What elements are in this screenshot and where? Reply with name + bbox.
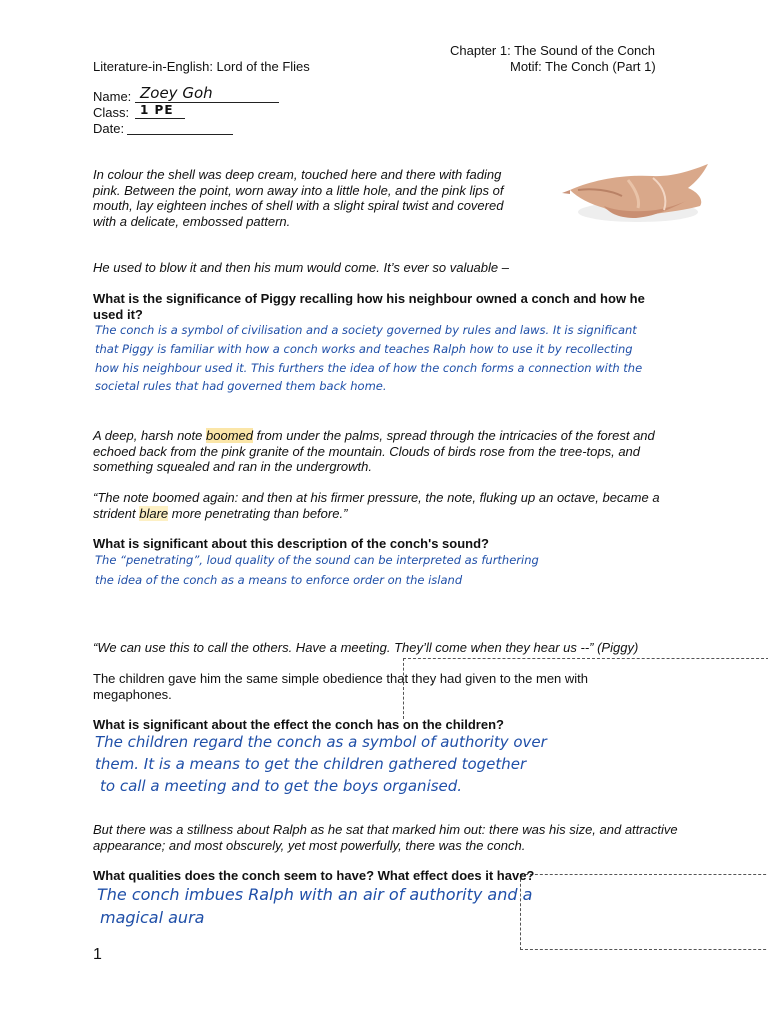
passage-simple-obedience: The children gave him the same simple obedience that they had given to the men with megaphones. xyxy=(93,671,589,702)
highlight-boomed: boomed xyxy=(206,428,253,443)
answer-3-line-3: to call a meeting and to get the boys organised. xyxy=(100,777,463,795)
course-title: Literature-in-English: Lord of the Flies xyxy=(93,59,310,74)
answer-2-line-2: the idea of the conch as a means to enforce order on the island xyxy=(95,573,463,587)
question-1: What is the significance of Piggy recalling how his neighbour owned a conch and how he used it? xyxy=(93,291,645,322)
dashed-box-bottom xyxy=(520,874,768,950)
answer-4-line-2: magical aura xyxy=(100,908,205,927)
answer-1-line-2: that Piggy is familiar with how a conch works and teaches Ralph how to use it by recollecting xyxy=(95,342,633,356)
answer-3-line-1: The children regard the conch as a symbol of authority over xyxy=(95,733,547,751)
answer-4-line-1: The conch imbues Ralph with an air of authority and a xyxy=(97,885,533,904)
answer-1-line-3: how his neighbour used it. This furthers the idea of how the conch forms a connection with the xyxy=(95,361,643,375)
highlight-blare: blare xyxy=(139,505,169,521)
answer-2-line-1: The “penetrating”, loud quality of the sound can be interpreted as furthering xyxy=(95,553,539,567)
passage-3-end: from under the palms, spread through the intricacies of the forest and echoed back from the pink granite of the mountain. Clouds of birds rose from the tree-tops, and something squealed and ran in the undergrowth. xyxy=(93,428,655,474)
passage-deep-harsh-note xyxy=(93,428,673,475)
question-4: What qualities does the conch seem to have? What effect does it have? xyxy=(93,868,535,883)
answer-1-line-1: The conch is a symbol of civilisation and a society governed by rules and laws. It is significant xyxy=(95,323,637,337)
passage-shell-description: In colour the shell was deep cream, touched here and there with fading pink. Between the point, worn away into a little hole, and the pink lips of mouth, lay eighteen inches of shell with a slight spiral twist and covered with a delicate, embossed pattern. xyxy=(93,167,504,229)
question-2: What is significant about this description of the conch's sound? xyxy=(93,536,489,551)
passage-piggy-quote: He used to blow it and then his mum would come. It’s ever so valuable – xyxy=(93,260,509,275)
conch-shell-image xyxy=(558,160,718,232)
question-3: What is significant about the effect the conch has on the children? xyxy=(93,717,504,732)
passage-4-end: more penetrating than before.” xyxy=(168,505,348,521)
answer-3-line-2: them. It is a means to get the children gathered together xyxy=(95,755,527,773)
date-label: Date: xyxy=(93,121,125,136)
passage-note-boomed-again xyxy=(93,490,663,521)
class-line xyxy=(135,118,185,119)
chapter-title: Chapter 1: The Sound of the Conch xyxy=(450,43,656,58)
class-label: Class: xyxy=(93,105,130,120)
passage-stillness-about-ralph: But there was a stillness about Ralph as he sat that marked him out: there was his size, and attractive appearance; and most obscurely, yet most powerfully, there was the conch. xyxy=(93,822,678,853)
name-label: Name: xyxy=(93,89,132,104)
class-value: 1 PE xyxy=(140,103,174,117)
motif-title: Motif: The Conch (Part 1) xyxy=(510,59,656,74)
answer-1-line-4: societal rules that had governed them back home. xyxy=(95,379,387,393)
passage-3-start: A deep, harsh note xyxy=(93,428,206,443)
name-field xyxy=(93,89,131,105)
page-number: 1 xyxy=(93,946,102,963)
date-line xyxy=(127,134,233,135)
passage-call-the-others: “We can use this to call the others. Have a meeting. They’ll come when they hear us --” (Piggy) xyxy=(93,640,639,655)
passage-4-start: “The note boomed again: and then at his firmer pressure, the note, fluking up an octave, became a strident xyxy=(93,490,660,521)
name-value: Zoey Goh xyxy=(140,84,213,102)
